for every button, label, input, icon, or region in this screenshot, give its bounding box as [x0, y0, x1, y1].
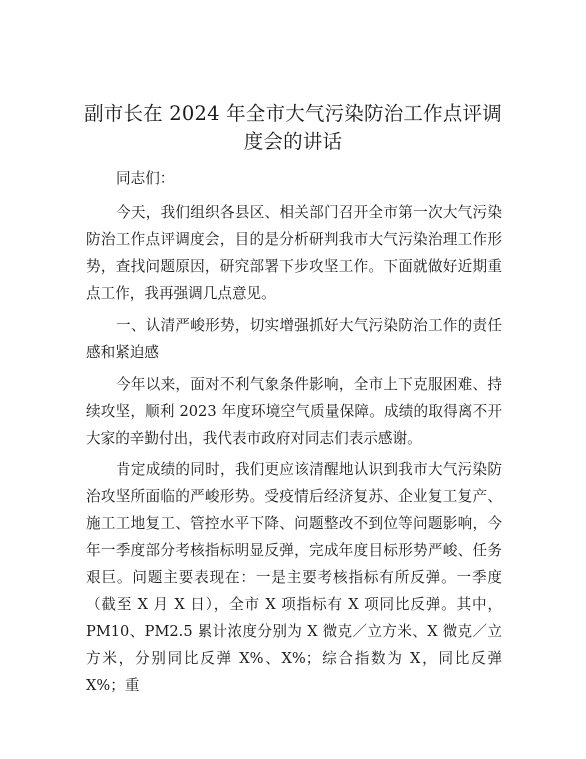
section-heading-1: 一、认清严峻形势，切实增强抓好大气污染防治工作的责任感和紧迫感 [86, 317, 502, 361]
salutation: 同志们： [116, 170, 175, 187]
paragraph-achievements: 今年以来，面对不利气象条件影响，全市上下克服困难、持续攻坚，顺利 2023 年度环境空气质量保障。成绩的取得离不开大家的辛勤付出，我代表市政府对同志们表示感谢。 [86, 376, 502, 447]
document-title: 副市长在 2024 年全市大气污染防治工作点评调度会的讲话 [84, 102, 502, 153]
paragraph-challenges: 肯定成绩的同时，我们更应该清醒地认识到我市大气污染防治攻坚所面临的严峻形势。受疫情后经济复苏、企业复工复产、施工工地复工、管控水平下降、问题整改不到位等问题影响，今年一季度部分考核指标明显反弹，完成年度目标形势严峻、任务艰巨。问题主要表现在：一是主要考核指标有所反弹。一季度（截至 X 月 X 日），全市 X 项指标有 X 项同比反弹。其中，PM10、PM2.5 累计浓度分别为 X 微克／立方米、X 微克／立方米，分别同比反弹 X%、X%；综合指数为 X，同比反弹 X%；重 [86, 461, 502, 694]
paragraph-intro: 今天，我们组织各县区、相关部门召开全市第一次大气污染防治工作点评调度会，目的是分析研判我市大气污染治理工作形势，查找问题原因，研究部署下步攻坚工作。下面就做好近期重点工作，我再强调几点意见。 [86, 204, 502, 302]
